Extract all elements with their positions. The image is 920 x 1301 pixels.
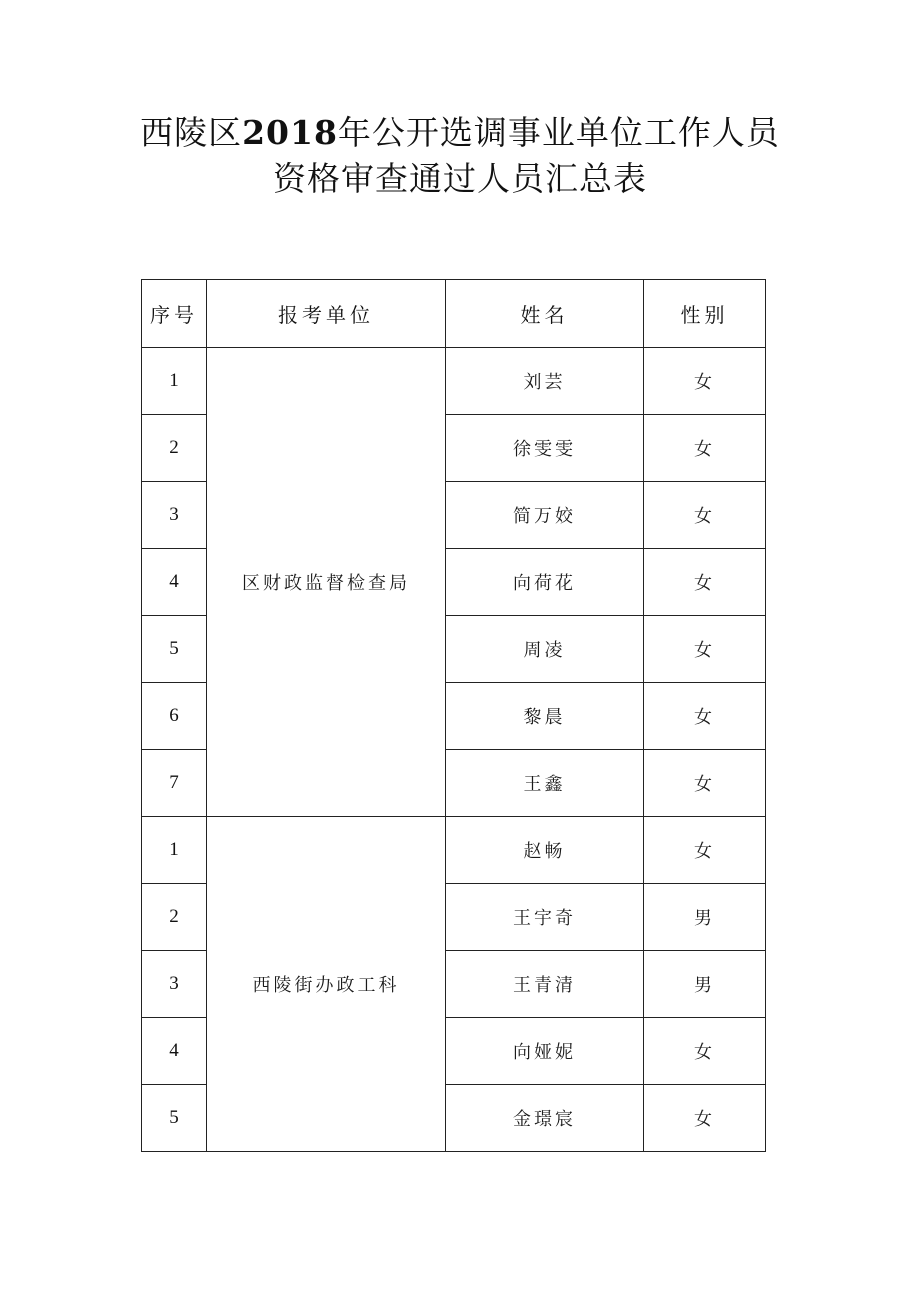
table-body — [142, 348, 766, 1152]
row-gender: 男 — [644, 951, 766, 1018]
row-name: 向娅妮 — [446, 1018, 644, 1085]
header-applied-unit: 报考单位 — [207, 280, 446, 348]
row-gender: 女 — [644, 683, 766, 750]
row-name: 王鑫 — [446, 750, 644, 817]
row-serial-number: 2 — [142, 884, 207, 951]
row-gender: 女 — [644, 817, 766, 884]
table-row — [142, 348, 766, 415]
header-serial-number: 序号 — [142, 280, 207, 348]
row-name: 简万姣 — [446, 482, 644, 549]
title-suffix: 年公开选调事业单位工作人员 — [337, 113, 780, 152]
row-serial-number: 4 — [142, 549, 207, 616]
applied-unit-cell: 区财政监督检查局 — [207, 348, 446, 817]
row-serial-number: 4 — [142, 1018, 207, 1085]
row-serial-number: 1 — [142, 348, 207, 415]
row-gender: 女 — [644, 1018, 766, 1085]
row-serial-number: 3 — [142, 482, 207, 549]
table-header-row — [142, 280, 766, 348]
title-prefix: 西陵区 — [140, 113, 243, 152]
title-year: 2018 — [242, 113, 338, 152]
qualified-personnel-table — [141, 279, 766, 1152]
row-gender: 女 — [644, 415, 766, 482]
row-gender: 女 — [644, 348, 766, 415]
header-name: 姓名 — [446, 280, 644, 348]
row-name: 黎晨 — [446, 683, 644, 750]
row-name: 刘芸 — [446, 348, 644, 415]
table-row — [142, 817, 766, 884]
row-serial-number: 5 — [142, 1085, 207, 1152]
header-gender: 性别 — [644, 280, 766, 348]
row-serial-number: 1 — [142, 817, 207, 884]
row-gender: 女 — [644, 616, 766, 683]
row-serial-number: 2 — [142, 415, 207, 482]
row-name: 王青清 — [446, 951, 644, 1018]
row-name: 赵畅 — [446, 817, 644, 884]
row-gender: 女 — [644, 482, 766, 549]
row-gender: 男 — [644, 884, 766, 951]
document-title — [0, 110, 920, 202]
row-gender: 女 — [644, 549, 766, 616]
row-name: 王宇奇 — [446, 884, 644, 951]
row-serial-number: 3 — [142, 951, 207, 1018]
row-gender: 女 — [644, 1085, 766, 1152]
row-gender: 女 — [644, 750, 766, 817]
row-serial-number: 7 — [142, 750, 207, 817]
row-name: 向荷花 — [446, 549, 644, 616]
row-serial-number: 5 — [142, 616, 207, 683]
title-line-1 — [0, 110, 920, 156]
applied-unit-cell: 西陵街办政工科 — [207, 817, 446, 1152]
row-name: 金璟宸 — [446, 1085, 644, 1152]
row-serial-number: 6 — [142, 683, 207, 750]
row-name: 周凌 — [446, 616, 644, 683]
title-line-2: 资格审查通过人员汇总表 — [273, 159, 647, 198]
row-name: 徐雯雯 — [446, 415, 644, 482]
